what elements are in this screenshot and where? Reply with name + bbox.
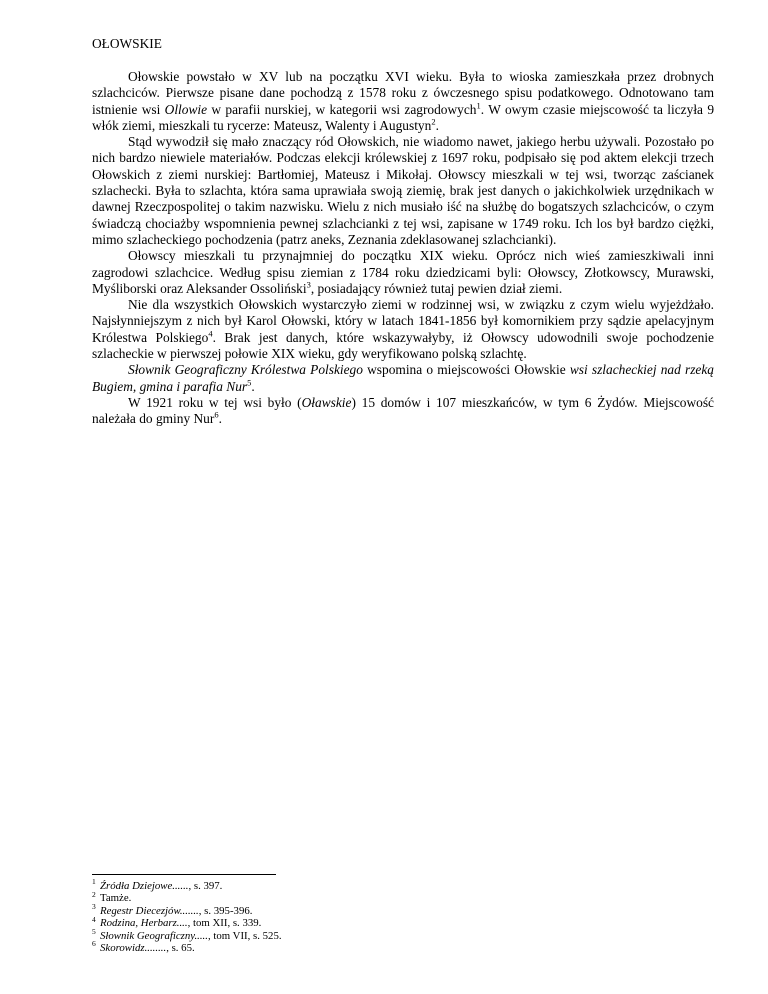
text-run: w parafii nurskiej, w kategorii wsi zagrodowych: [207, 101, 477, 117]
footnote: $^2$ Tamże.: [92, 889, 132, 905]
paragraph: [92, 362, 714, 395]
footnote-text: , s. 397.: [188, 880, 223, 892]
text-run: wspomina o miejscowości Ołowskie: [362, 362, 570, 378]
text-run: .: [251, 378, 255, 394]
footnote-text: , s. 395-396.: [198, 904, 253, 917]
footnote-source-title: Słownik Geograficzny.....: [100, 929, 208, 942]
footnote-list: [92, 877, 714, 955]
paragraph: [92, 69, 714, 134]
text-run: Stąd wywodził się mało znaczący ród Ołowskich, nie wiadomo nawet, jakiego herbu używali. Pozostało po nich bardzo niewiele materiałów. Podczas elekcji królewskiej z 1697 roku, podpisało się pod aktem elekcji trzech Ołowskich z ziemi nurskiej: Bartłomiej, Mateusz i Mikołaj. Ołowscy mieszkali w tej wsi, tworząc zaścianek szlachecki. Była to szlachta, która sama uprawiała swoją ziemię, brak jest danych o jakichkolwiek urzędnikach w dawnej Rzeczpospolitej o takim nazwisku. Wielu z nich musiało iść na służbę do bogatszych szlachciców, o czym świadczą chociażby wspomnienia pewnej szlachcianki z tej wsi, zapisane w 1749 roku. Ich los był bardzo ciężki, mimo szlacheckiego pochodzenia (patrz aneks, Zeznania zdeklasowanej szlachcianki).: [92, 134, 714, 247]
document-body: [92, 69, 714, 428]
text-run: .: [435, 117, 439, 133]
footnote-source-title: Regestr Diecezjów.......: [100, 904, 199, 917]
footnote-source-title: Rodzina, Herbarz....: [100, 917, 188, 930]
footnote: $^6$ Skorowidz........, s. 65.: [92, 939, 195, 955]
italic-text: wsi szlacheckiej nad rzeką Bugiem, gmina i parafia Nur: [92, 362, 714, 394]
footnote-source-title: Źródła Dziejowe......: [100, 880, 189, 892]
footnotes-section: [92, 874, 714, 954]
footnote: $^1$ Źródła Dziejowe......, s. 397.: [92, 877, 223, 892]
paragraph: [92, 395, 714, 428]
footnote-text: , tom XII, s. 339.: [187, 917, 262, 930]
footnote-text: Tamże.: [100, 892, 132, 905]
text-run: , posiadający również tutaj pewien dział ziemi.: [310, 280, 563, 296]
paragraph: [92, 248, 714, 297]
text-run: ) 15 domów i 107 mieszkańców, w tym 6 Żydów. Miejscowość należała do gminy Nur: [92, 394, 714, 427]
footnote-ref: 5: [247, 377, 252, 388]
paragraph: [92, 297, 714, 362]
text-run: Nie dla wszystkich Ołowskich wystarczyło ziemi w rodzinnej wsi, w związku z czym wielu wyjeżdżało. Najsłynniejszym z nich był Karol Ołowski, który w latach 1841-1856 był komornikiem przy sądzie apelacyjnym Królestwa Polskiego: [92, 297, 714, 345]
text-run: . W owym czasie miejscowość ta liczyła 9 włók ziemi, mieszkali tu rycerze: Mateusz, Walenty i Augustyn: [92, 101, 715, 133]
page-title: OŁOWSKIE: [92, 36, 162, 51]
italic-text: Ollowie: [164, 101, 208, 117]
text-run: Ołowskie powstało w XV lub na początku XVI wieku. Była to wioska zamieszkała przez drobnych szlachciców. Pierwsze pisane dane pochodzą z 1578 roku z ówczesnego spisu podatkowego. Odnotowano tam istnienie wsi: [92, 69, 714, 117]
footnote: $^3$ Regestr Diecezjów......., s. 395-396.: [92, 902, 253, 917]
paragraph: [92, 134, 714, 248]
text-run: Ołowscy mieszkali tu przynajmniej do początku XIX wieku. Oprócz nich wieś zamieszkiwali inni zagrodowi szlachcice. Według spisu ziemian z 1784 roku dziedzicami byli: Ołowscy, Złotkowscy, Murawski, Myśliborski oraz Aleksander Ossoliński: [92, 248, 714, 296]
footnote-ref: 6: [214, 409, 219, 420]
footnote-ref: 1: [476, 100, 481, 111]
italic-text: Oławskie: [301, 394, 352, 410]
footnote-ref: 2: [431, 116, 436, 127]
footnote-text: , s. 65.: [166, 942, 195, 955]
footnote-source-title: Skorowidz........: [100, 942, 167, 955]
document-page: [92, 36, 714, 428]
footnote-ref: 4: [208, 328, 213, 339]
footnote-separator: [92, 874, 276, 875]
italic-text: Słownik Geograficzny Królestwa Polskiego: [128, 362, 363, 378]
footnote-ref: 3: [306, 279, 311, 290]
footnote: $^5$ Słownik Geograficzny....., tom VII, s. 525.: [92, 927, 282, 942]
footnote: $^4$ Rodzina, Herbarz...., tom XII, s. 339.: [92, 914, 262, 930]
text-run: . Brak jest danych, które wskazywałyby, iż Ołowscy udowodnili swoje pochodzenie szlacheckie w pierwszej połowie XIX wieku, gdy weryfikowano polską szlachtę.: [92, 329, 714, 362]
text-run: W 1921 roku w tej wsi było (: [128, 394, 302, 410]
footnote-text: , tom VII, s. 525.: [207, 929, 282, 942]
text-run: .: [218, 411, 222, 427]
